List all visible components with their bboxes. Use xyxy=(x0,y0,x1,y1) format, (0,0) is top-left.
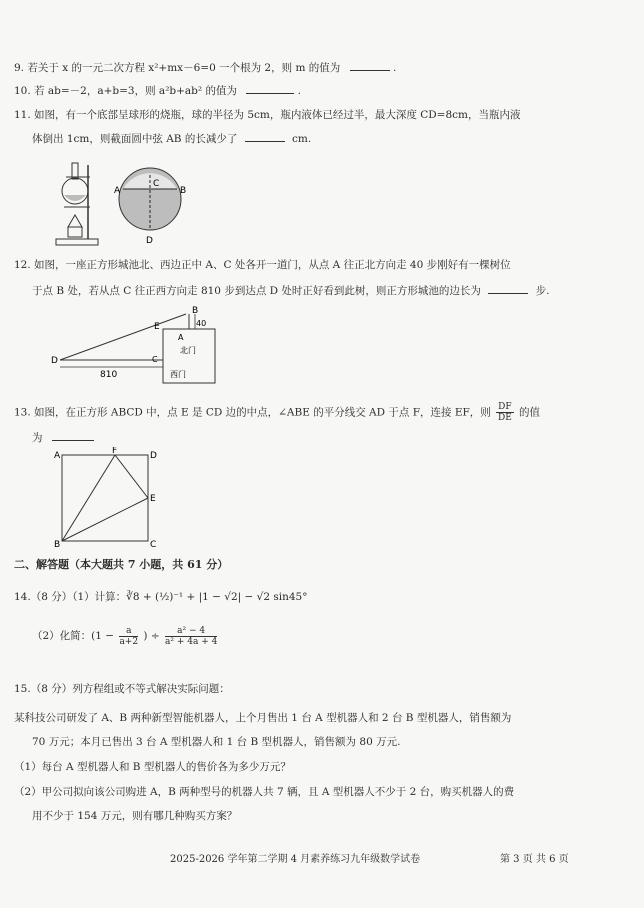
answer-blank-11 xyxy=(245,131,285,142)
label-A: A xyxy=(114,186,121,196)
question-15-sub1: （1）每台 A 型机器人和 B 型机器人的售价各为多少万元？ xyxy=(14,761,291,773)
ratio-fraction xyxy=(496,402,513,423)
city-figure xyxy=(50,305,220,390)
square-figure xyxy=(50,447,160,549)
burner-flame xyxy=(68,215,82,227)
question-13-text: 13. 如图，在正方形 ABCD 中，点 E 是 CD 边的中点，∠ABE 的平分线交 AD 于点 F，连接 EF，则 xyxy=(14,406,491,419)
question-11-unit: cm. xyxy=(292,133,312,145)
question-13-tail: 的值 xyxy=(518,406,540,419)
answer-blank-10 xyxy=(246,83,294,94)
question-15-line2: 70 万元；本月已售出 3 台 A 型机器人和 1 台 B 型机器人，销售额为 80 万元. xyxy=(32,736,401,748)
label-E: E xyxy=(154,322,160,332)
q14-frac1-denominator: a+2 xyxy=(119,636,139,647)
question-11-line1: 11. 如图，有一个底部呈球形的烧瓶，球的半径为 5cm，瓶内液体已经过半，最大深度 CD=8cm，当瓶内液 xyxy=(14,109,521,121)
q14-part2-prefix: （2）化简：(1 − xyxy=(32,630,115,642)
question-12-line1: 12. 如图，一座正方形城池北、西边正中 A、C 处各开一道门，从点 A 往正北方向走 40 步刚好有一棵树位 xyxy=(14,259,511,271)
q14-frac2-numerator: a² − 4 xyxy=(165,626,217,637)
question-15-head: 15.（8 分）列方程组或不等式解决实际问题： xyxy=(14,683,230,695)
question-10-tail: . xyxy=(297,85,301,97)
question-12-unit: 步. xyxy=(535,285,550,297)
footer-exam-title: 2025-2026 学年第二学期 4 月素养练习九年级数学试卷 xyxy=(170,854,421,865)
question-12-line2-text: 于点 B 处，若从点 C 往正西方向走 810 步到达点 D 处时正好看到此树，则正方形城池的边长为 xyxy=(32,285,481,297)
label-C: C xyxy=(153,179,160,189)
label-F: F xyxy=(112,447,118,456)
label-B: B xyxy=(54,540,61,549)
flask-liquid xyxy=(64,195,86,201)
question-9-text: 9. 若关于 x 的一元二次方程 x²+mx－6=0 一个根为 2，则 m 的值为 xyxy=(14,62,341,74)
section-2-title: 二、解答题（本大题共 7 小题，共 61 分） xyxy=(14,558,229,571)
label-810: 810 xyxy=(100,370,118,380)
question-13-line1 xyxy=(14,402,540,423)
question-14-part1: 14.（8 分）（1）计算：∛8 + (½)⁻¹ + |1 − √2| − √2 sin45° xyxy=(14,591,308,603)
label-west-gate: 西门 xyxy=(170,370,186,379)
label-A: A xyxy=(54,451,61,461)
question-11-line2 xyxy=(32,131,311,146)
label-D: D xyxy=(51,356,58,366)
q14-fraction-1 xyxy=(119,626,138,647)
question-11-line2-text: 体倒出 1cm，则截面圆中弦 AB 的长减少了 xyxy=(32,133,238,145)
fraction-numerator: DF xyxy=(498,402,512,412)
answer-blank-9 xyxy=(350,60,390,71)
burner xyxy=(68,227,82,237)
question-12-line2 xyxy=(32,283,549,298)
label-B: B xyxy=(192,306,199,316)
question-9 xyxy=(14,60,396,75)
label-D: D xyxy=(150,451,157,461)
fraction-denominator: DE xyxy=(497,413,512,423)
answer-blank-13 xyxy=(52,430,94,441)
label-A: A xyxy=(178,333,184,342)
question-9-tail: . xyxy=(392,62,397,74)
label-C: C xyxy=(150,540,157,549)
label-E: E xyxy=(150,494,156,504)
sightline-DB xyxy=(60,314,186,360)
question-15-sub2-line2: 用不少于 154 万元，则有哪几种购买方案？ xyxy=(32,810,238,822)
question-15-line1: 某科技公司研发了 A、B 两种新型智能机器人，上个月售出 1 台 A 型机器人和 2 台 B 型机器人，销售额为 xyxy=(14,712,512,724)
q14-frac1-numerator: a xyxy=(119,626,138,637)
footer-page-number: 第 3 页 共 6 页 xyxy=(500,854,569,865)
segment-EF xyxy=(115,455,148,498)
q14-fraction-2 xyxy=(165,626,217,647)
label-D: D xyxy=(146,236,153,246)
question-13-line2-text: 为 xyxy=(32,432,43,444)
square-ABCD xyxy=(62,455,148,541)
q14-part2-mid: ) ÷ xyxy=(143,630,160,642)
stand-base xyxy=(56,239,98,245)
label-C: C xyxy=(152,355,158,364)
question-10 xyxy=(14,83,301,98)
question-15-sub2-line1: （2）甲公司拟向该公司购进 A，B 两种型号的机器人共 7 辆，且 A 型机器人不少于 2 台，购买机器人的费 xyxy=(14,786,515,798)
label-B: B xyxy=(180,186,187,196)
label-north-gate: 北门 xyxy=(180,346,196,355)
question-13-line2 xyxy=(32,430,94,445)
flask-figure xyxy=(50,155,190,250)
q14-frac2-denominator: a² + 4a + 4 xyxy=(165,636,218,647)
label-40: 40 xyxy=(196,319,207,328)
answer-blank-12 xyxy=(488,283,528,294)
question-10-text: 10. 若 ab=－2，a+b=3，则 a²b+ab² 的值为 xyxy=(14,85,237,97)
question-14-part2 xyxy=(32,624,219,648)
